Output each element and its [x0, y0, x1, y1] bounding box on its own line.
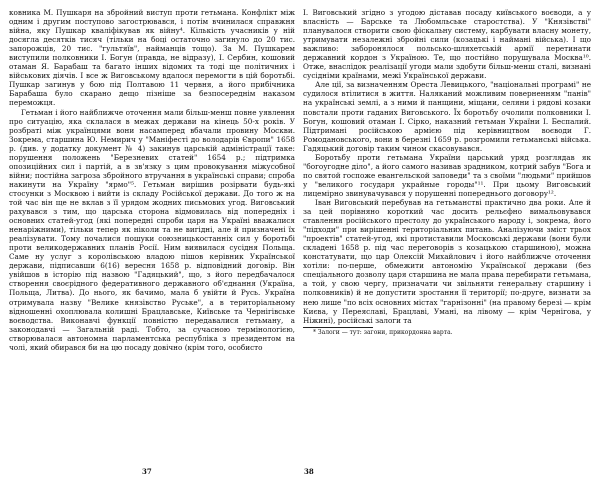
paragraph: Але ції, за визначенням Ореста Левицького, "національні програмі" не судилося втілитися в життя. Наляканий можливим поверненням "панів" на українські землі, а з ними й панщини, міщани, селяни і рядові козаки повстали проти гаданих Виговського. Їх боротьбу очолили полковники І. Богун, кошовий отаман І. Сірко, наказний гетьман України І. Беспалий. Підтримані російською армією під керівництвом воєводи Г. Ромодановського, вони в березні 1659 р. розгромили гетьманські війська. Гадяцький договір таким чином скасовувався. [303, 80, 591, 153]
page-number: 38 [304, 467, 314, 476]
paragraph: Іван Виговський перебував на гетьманстві практично два роки. Але й за цей порівняно короткий час досить рельєфно вимальовувався ставлення російського престолу до українського народу і, зокрема, його "підходи" при вирішенні територіальних питань. Аналізуючи зміст трьох "проектів" статей-угод, які протиставили Московські держави (вони були складені 1658 р. під час переговорів з козацькою старшиною), можна констатувати, що цар Олексій Михайлович і його найближче оточення хотіли: по-перше, обмежити автономію Української держави (без спеціального дозволу царя старшина не мала права перебирати гетьмана, а той, у свою чергу, призначати чи звільняти генеральну старшину і полковників) й не допустити зростання її території; по-друге, визнати за нею лише "по всіх основних містах "гарнізонні" (на правому березі — крім Києва, у Переяславі, Брацлаві, Умані, на лівому — крім Чернігова, у Ніжині), російські залоги та [303, 197, 591, 325]
footnote-divider [303, 327, 373, 328]
paragraph: Гетьман і його найближче оточення мали більш-менш повне уявлення про ситуацію, яка склалася в межах держави на кінець 50-х років. У розбраті між українцями вони насамперед вбачали провину Москви. Зокрема, старшина Ю. Немирич у "Маніфесті до володарів Європи" 1658 р. (див. у додатку документ № 4) закинув царській адміністрації таке: порушення положень "Березневих статей" 1654 р.; підтримка опозиційних сил і партій, а в зв'язку з цим провокування міжусобної війни; постійна загроза збройного втручання в українські справи; спроба накинути на Україну "ярмо"⁵. Гетьман вирішив розірвати будь-які стосунки з Москвою і вийти із складу Російської держави. До того ж на той час він ще не вклав з її урядом жодних письмових угод. Виговський рахувався з тим, що царська сторона відмовилась від попередніх і основних статей-угод (які попередні спроби царя на Україні вважалися ненаріжними), тільки тепер як ніколи та не вигідні, але й призначені їх реалізувати. Тому почалися пошуки союзницькостанніх сил у боротьбі проти великодержавних планів Росії. Ним виявилася сусідня Польща. Саме ну услуг з королівською владою пішов керівник Української держави, підписавши 6(16) вересня 1658 р. відповідний договір. Він увійшов в історію під назвою "Гадяцький", що, з його передбачалося створення своєрідного федеративного державного об'єднання (Україна, Польща, Литва). До нього, як бачимо, мала б увійти й Русь. Україна отримувала назву "Велике князівство Руське", а в територіальному відношенні охоплювала колишні Брацлавське, Київське та Чернігівське воєводства. Виконавчі функції повністю передавалися гетьману, а законодавчі — Загальній раді. Тобто, за сучасною термінологією, створювалася автономна парламентська республіка з президентом на чолі, який обирався би на цю посаду довічно (крім того, особисто [9, 107, 295, 352]
right-page [303, 8, 591, 480]
paragraph: І. Виговський згідно з угодою діставав посаду київського воєводи, а у власність — Барське та Любомльське старостства). У "Князівстві" планувалося створити свою фіскальну систему, карбувати власну монету, утримувати незалежні збройні сили (козацькі і наймані війська). І що важливо: заборонялося польсько-шляхетській армії перетинати державний кордон з Україною. Те, що постійно порушувала Москва¹⁰. Отже, внаслідок реалізації угоди мали здобути більш-менш сталі, визнані сусідніми країнами, межі Української держави. [303, 8, 591, 81]
paragraph: ковника М. Пушкаря на збройний виступ проти гетьмана. Конфлікт між одним і другим поступово загострювався, і потім вчинилася справжня війна, яку Пушкар кваліфікував як війну⁴. Кількість учасників у ній досягла десятків тисяч (тільки на боці остаточно загинуло до 20 тис. запорожців, 20 тис. "гультяїв", найманців тощо). За М. Пушкарем виступили полковники І. Богун (правда, не відразу), І. Сербин, кошовий отаман Я. Барабаш та багато інших відомих та тоді ще політичних і військових діячів. І все ж Виговському вдалося перемогти в цій боротьбі. Пушкар загинув у бою під Полтавою 11 червня, а його прибічника Барабаша було скарано дещо пізніше за безпосереднім наказом переможця. [9, 8, 295, 108]
page-number: 37 [142, 467, 152, 476]
right-page-text [303, 8, 591, 325]
left-page [9, 8, 295, 480]
paragraph: Боротьбу проти гетьмана України царський уряд розглядав як "богоугодне діло", а його самого називав зрадником, котрий забув "Бога и по святой госпоже евангельской заповеди" та з своїми "людьми" прийшов у "великого государя украйные городы"¹¹. При цьому Виговський лицемірно звинувачувався у порушенні попереднього договору¹². [303, 152, 591, 198]
footnote: * Залоги — тут: загони, прикордонна варта. [313, 328, 453, 336]
left-page-text [9, 8, 295, 352]
